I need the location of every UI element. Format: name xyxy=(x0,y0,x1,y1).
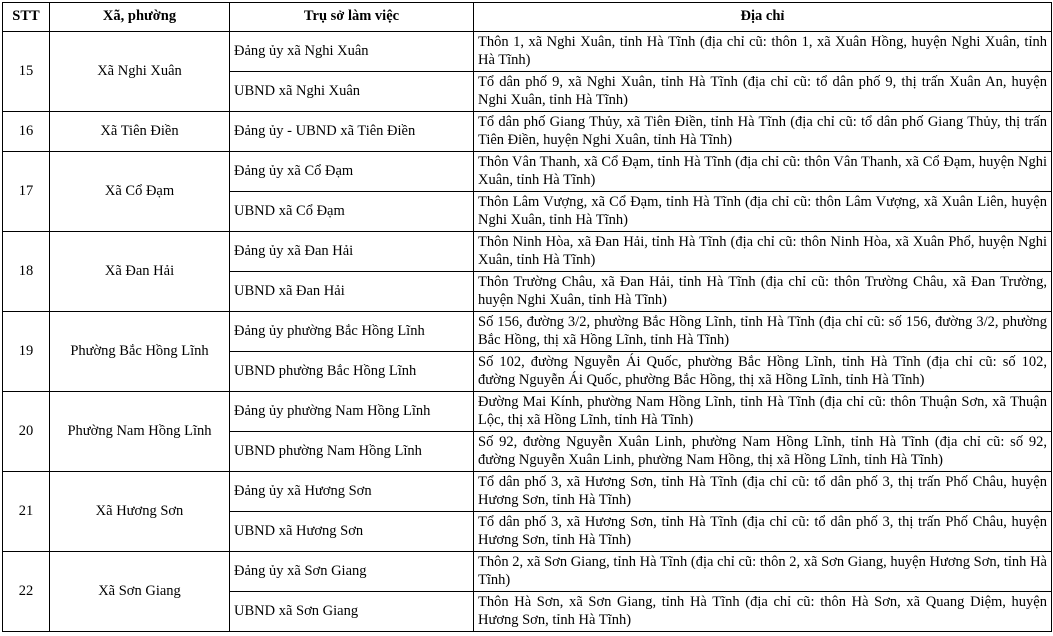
cell-address: Tổ dân phố 9, xã Nghi Xuân, tỉnh Hà Tĩnh (địa chỉ cũ: tổ dân phố 9, thị trấn Xuân An, huyện Nghi Xuân, tỉnh Hà Tĩnh) xyxy=(474,72,1052,112)
table-row xyxy=(3,312,1052,352)
table-body xyxy=(3,32,1052,632)
cell-stt: 22 xyxy=(3,552,50,632)
cell-address: Thôn Vân Thanh, xã Cổ Đạm, tỉnh Hà Tĩnh (địa chỉ cũ: thôn Vân Thanh, xã Cổ Đạm, huyện Nghi Xuân, tỉnh Hà Tĩnh) xyxy=(474,152,1052,192)
cell-address: Tổ dân phố 3, xã Hương Sơn, tỉnh Hà Tĩnh (địa chỉ cũ: tổ dân phố 3, thị trấn Phố Châu, huyện Hương Sơn, tỉnh Hà Tĩnh) xyxy=(474,512,1052,552)
table-row xyxy=(3,152,1052,192)
cell-address: Số 92, đường Nguyễn Xuân Linh, phường Nam Hồng Lĩnh, tỉnh Hà Tĩnh (địa chỉ cũ: số 92, đường Nguyễn Xuân Linh, phường Nam Hồng, thị xã Hồng Lĩnh, tỉnh Hà Tĩnh) xyxy=(474,432,1052,472)
cell-commune-name: Xã Đan Hải xyxy=(50,232,230,312)
cell-office: UBND xã Cổ Đạm xyxy=(230,192,474,232)
cell-office: Đảng ủy xã Sơn Giang xyxy=(230,552,474,592)
table-row xyxy=(3,232,1052,272)
table-row xyxy=(3,112,1052,152)
cell-stt: 18 xyxy=(3,232,50,312)
cell-address: Số 156, đường 3/2, phường Bắc Hồng Lĩnh, tỉnh Hà Tĩnh (địa chỉ cũ: số 156, đường 3/2, phường Bắc Hồng, thị xã Hồng Lĩnh, tỉnh Hà Tĩnh) xyxy=(474,312,1052,352)
cell-office: Đảng ủy xã Nghi Xuân xyxy=(230,32,474,72)
cell-address: Số 102, đường Nguyễn Ái Quốc, phường Bắc Hồng Lĩnh, tỉnh Hà Tĩnh (địa chỉ cũ: số 102, đường Nguyễn Ái Quốc, phường Bắc Hồng, thị xã Hồng Lĩnh, tỉnh Hà Tĩnh) xyxy=(474,352,1052,392)
cell-office: UBND phường Nam Hồng Lĩnh xyxy=(230,432,474,472)
cell-office: Đảng ủy xã Cổ Đạm xyxy=(230,152,474,192)
cell-stt: 17 xyxy=(3,152,50,232)
cell-address: Tổ dân phố Giang Thủy, xã Tiên Điền, tỉnh Hà Tĩnh (địa chỉ cũ: tổ dân phố Giang Thủy, thị trấn Tiên Điền, huyện Nghi Xuân, tỉnh Hà Tĩnh) xyxy=(474,112,1052,152)
cell-address: Thôn Ninh Hòa, xã Đan Hải, tỉnh Hà Tĩnh (địa chỉ cũ: thôn Ninh Hòa, xã Xuân Phổ, huyện Nghi Xuân, tỉnh Hà Tĩnh) xyxy=(474,232,1052,272)
cell-office: Đảng ủy phường Nam Hồng Lĩnh xyxy=(230,392,474,432)
cell-stt: 15 xyxy=(3,32,50,112)
cell-address: Thôn 1, xã Nghi Xuân, tỉnh Hà Tĩnh (địa chỉ cũ: thôn 1, xã Xuân Hồng, huyện Nghi Xuân, tỉnh Hà Tĩnh) xyxy=(474,32,1052,72)
cell-office: Đảng ủy xã Đan Hải xyxy=(230,232,474,272)
header-commune: Xã, phường xyxy=(50,3,230,32)
cell-stt: 20 xyxy=(3,392,50,472)
cell-commune-name: Phường Nam Hồng Lĩnh xyxy=(50,392,230,472)
header-stt: STT xyxy=(3,3,50,32)
cell-address: Thôn 2, xã Sơn Giang, tỉnh Hà Tĩnh (địa chỉ cũ: thôn 2, xã Sơn Giang, huyện Hương Sơn, tỉnh Hà Tĩnh) xyxy=(474,552,1052,592)
cell-office: UBND xã Đan Hải xyxy=(230,272,474,312)
cell-office: UBND xã Hương Sơn xyxy=(230,512,474,552)
table-row xyxy=(3,552,1052,592)
table-row xyxy=(3,472,1052,512)
cell-commune-name: Xã Hương Sơn xyxy=(50,472,230,552)
table-row xyxy=(3,392,1052,432)
table-header-row xyxy=(3,3,1052,32)
cell-commune-name: Xã Nghi Xuân xyxy=(50,32,230,112)
cell-office: UBND xã Sơn Giang xyxy=(230,592,474,632)
cell-commune-name: Xã Tiên Điền xyxy=(50,112,230,152)
cell-office: Đảng ủy xã Hương Sơn xyxy=(230,472,474,512)
cell-address: Đường Mai Kính, phường Nam Hồng Lĩnh, tỉnh Hà Tĩnh (địa chỉ cũ: thôn Thuận Sơn, xã Thuận Lộc, thị xã Hồng Lĩnh, tỉnh Hà Tĩnh) xyxy=(474,392,1052,432)
header-address: Địa chỉ xyxy=(474,3,1052,32)
cell-stt: 16 xyxy=(3,112,50,152)
cell-commune-name: Xã Cổ Đạm xyxy=(50,152,230,232)
cell-address: Tổ dân phố 3, xã Hương Sơn, tỉnh Hà Tĩnh (địa chỉ cũ: tổ dân phố 3, thị trấn Phố Châu, huyện Hương Sơn, tỉnh Hà Tĩnh) xyxy=(474,472,1052,512)
cell-office: UBND xã Nghi Xuân xyxy=(230,72,474,112)
table-row xyxy=(3,32,1052,72)
office-address-table xyxy=(2,2,1052,632)
cell-address: Thôn Lâm Vượng, xã Cổ Đạm, tỉnh Hà Tĩnh (địa chỉ cũ: thôn Lâm Vượng, xã Xuân Liên, huyện Nghi Xuân, tỉnh Hà Tĩnh) xyxy=(474,192,1052,232)
cell-office: Đảng ủy - UBND xã Tiên Điền xyxy=(230,112,474,152)
header-office: Trụ sở làm việc xyxy=(230,3,474,32)
cell-address: Thôn Trường Châu, xã Đan Hải, tỉnh Hà Tĩnh (địa chỉ cũ: thôn Trường Châu, xã Đan Trường, huyện Nghi Xuân, tỉnh Hà Tĩnh) xyxy=(474,272,1052,312)
cell-office: UBND phường Bắc Hồng Lĩnh xyxy=(230,352,474,392)
cell-commune-name: Phường Bắc Hồng Lĩnh xyxy=(50,312,230,392)
cell-commune-name: Xã Sơn Giang xyxy=(50,552,230,632)
cell-office: Đảng ủy phường Bắc Hồng Lĩnh xyxy=(230,312,474,352)
cell-stt: 21 xyxy=(3,472,50,552)
cell-stt: 19 xyxy=(3,312,50,392)
cell-address: Thôn Hà Sơn, xã Sơn Giang, tỉnh Hà Tĩnh (địa chỉ cũ: thôn Hà Sơn, xã Quang Diệm, huyện Hương Sơn, tỉnh Hà Tĩnh) xyxy=(474,592,1052,632)
